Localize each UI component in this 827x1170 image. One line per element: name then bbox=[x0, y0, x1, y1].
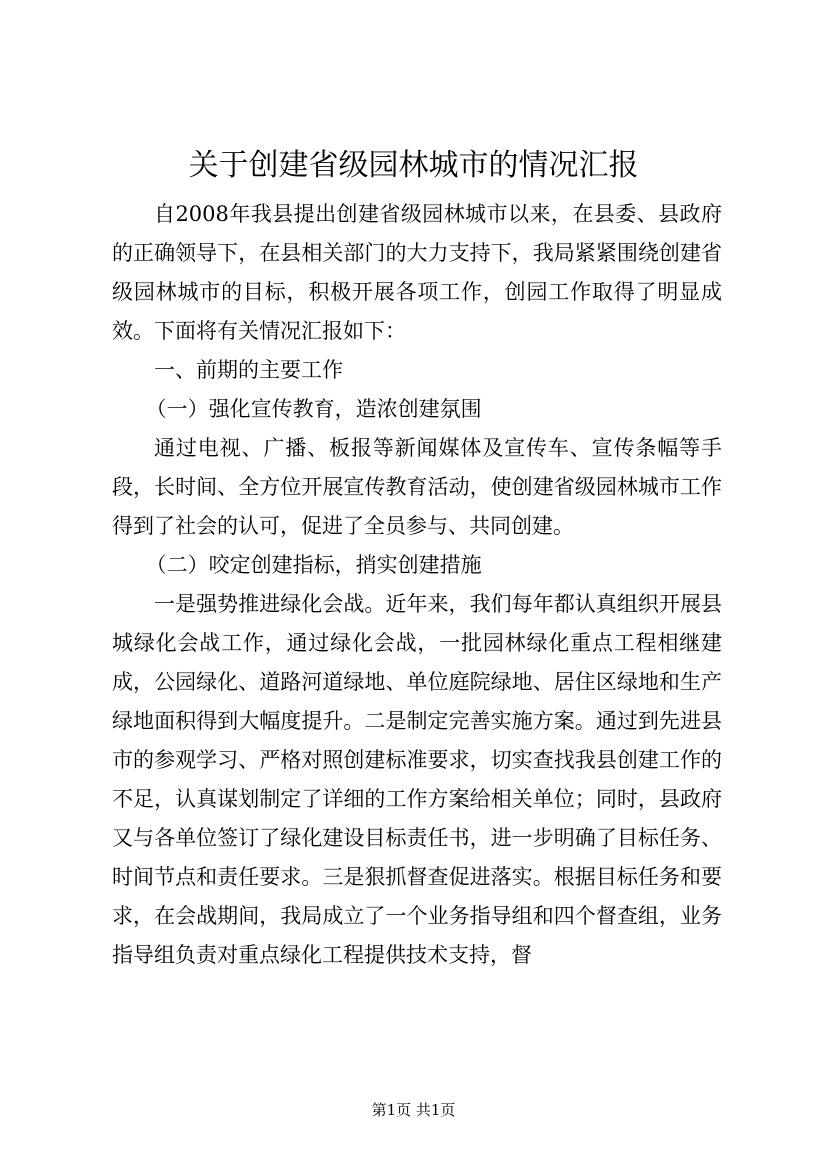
subsection-heading-1: （一）强化宣传教育，造浓创建氛围 bbox=[145, 397, 482, 421]
paragraph-publicity: 通过电视、广播、板报等新闻媒体及宣传车、宣传条幅等手段，长时间、全方位开展宣传教育活动，使创建省级园林城市工作得到了社会的认可，促进了全员参与、共同创建。 bbox=[112, 436, 722, 538]
paragraph-measures: 一是强势推进绿化会战。近年来，我们每年都认真组织开展县城绿化会战工作，通过绿化会战，一批园林绿化重点工程相继建成，公园绿化、道路河道绿地、单位庭院绿地、居住区绿地和生产绿地面积得到大幅度提升。二是制定完善实施方案。通过到先进县市的参观学习、严格对照创建标准要求，切实查找我县创建工作的不足，认真谋划制定了详细的工作方案给相关单位；同时，县政府又与各单位签订了绿化建设目标责任书，进一步明确了目标任务、时间节点和责任要求。三是狠抓督查促进落实。根据目标任务和要求，在会战期间，我局成立了一个业务指导组和四个督查组，业务指导组负责对重点绿化工程提供技术支持，督 bbox=[112, 592, 722, 967]
subsection-heading-2: （二）咬定创建指标，捎实创建措施 bbox=[145, 553, 482, 577]
page-footer: 第1页 共1页 bbox=[371, 1101, 456, 1119]
paragraph-intro: 自2008年我县提出创建省级园林城市以来，在县委、县政府的正确领导下，在县相关部门的大力支持下，我局紧紧围绕创建省级园林城市的目标，积极开展各项工作，创园工作取得了明显成效。下面将有关情况汇报如下： bbox=[112, 202, 722, 343]
document-title: 关于创建省级园林城市的情况汇报 bbox=[188, 148, 639, 183]
section-heading-1: 一、前期的主要工作 bbox=[154, 358, 343, 382]
document-body bbox=[112, 195, 722, 975]
